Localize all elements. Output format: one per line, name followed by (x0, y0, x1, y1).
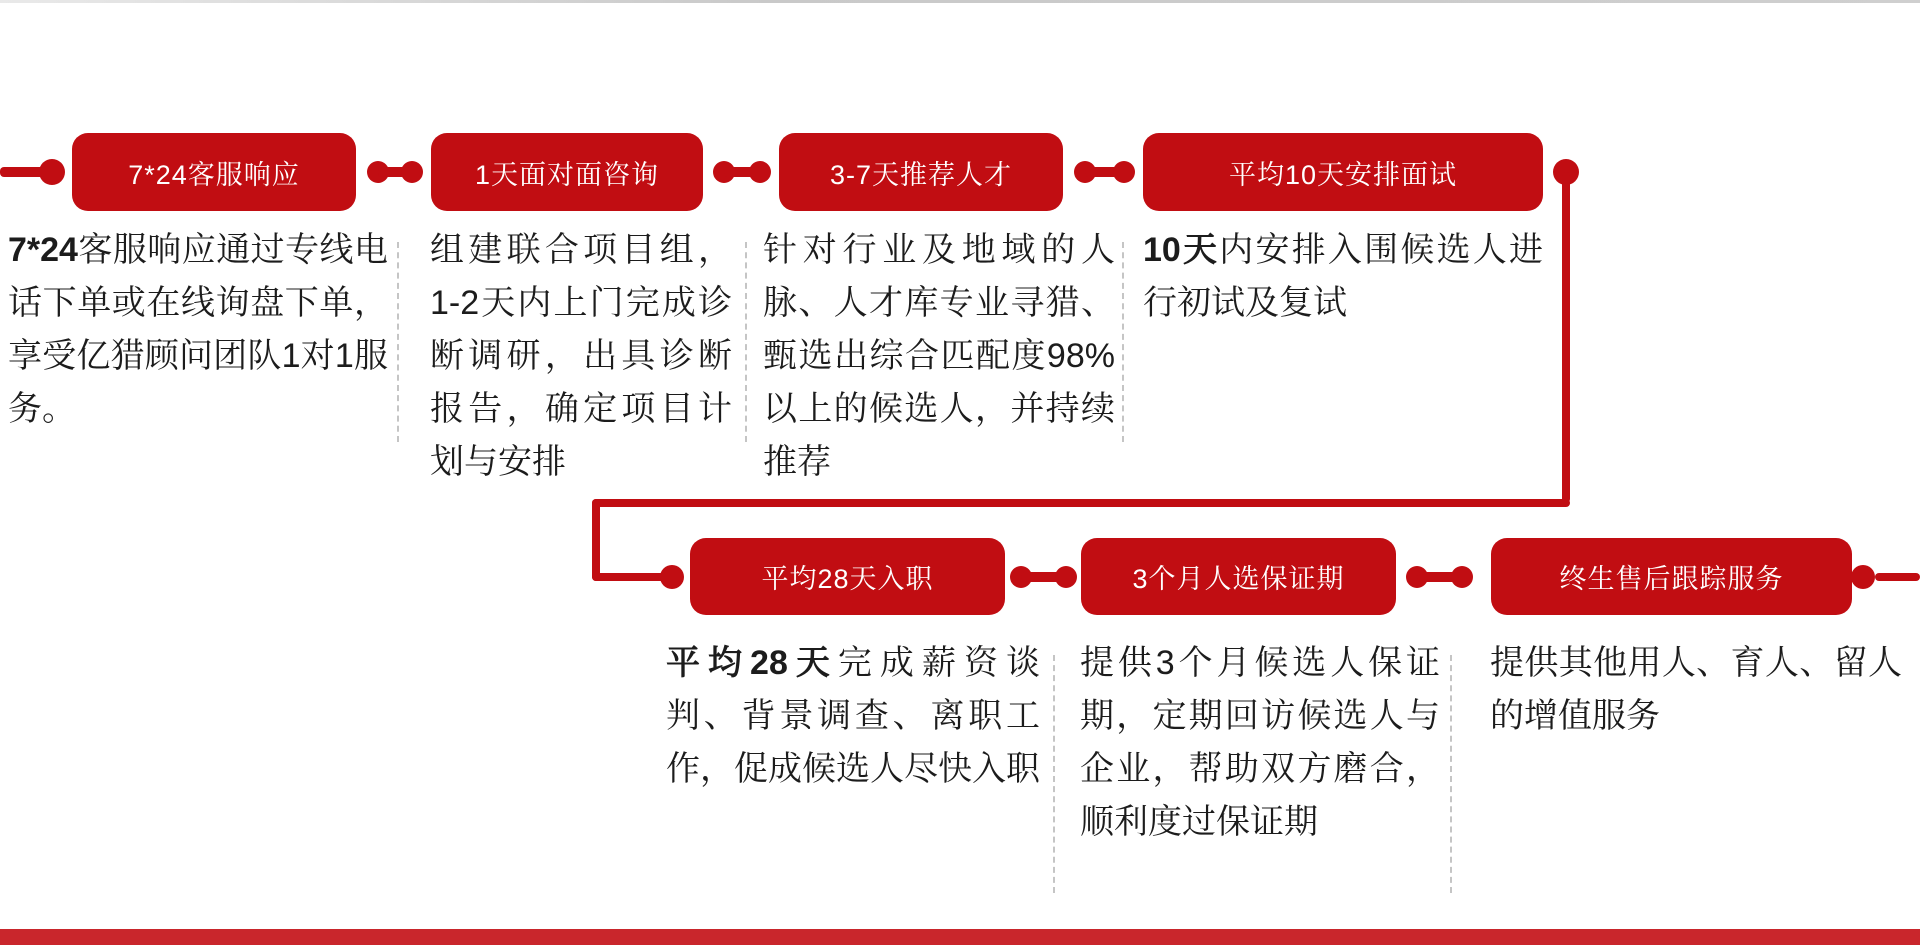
column-divider (1053, 655, 1055, 893)
connector-dot (401, 161, 423, 183)
connector-line (592, 499, 1570, 507)
step-description-4-text: 内安排入围候选人进行初试及复试 (1143, 231, 1544, 322)
bottom-accent-bar (0, 929, 1920, 945)
step-description-7-text: 提供其他用人、育人、留人的增值服务 (1490, 644, 1902, 735)
step-description-1-highlight: 7*24 (8, 231, 78, 269)
step-description-1 (8, 224, 388, 436)
connector-line (1875, 573, 1920, 581)
step-description-6 (1080, 637, 1440, 849)
step-badge-2: 1天面对面咨询 (431, 133, 703, 211)
connector-line (1562, 172, 1570, 503)
step-badge-5: 平均28天入职 (690, 538, 1005, 615)
column-divider (1450, 655, 1452, 893)
step-badge-4: 平均10天安排面试 (1143, 133, 1543, 211)
connector-dot (1113, 161, 1135, 183)
step-description-5 (666, 637, 1040, 796)
step-description-3-text: 针对行业及地域的人脉、人才库专业寻猎、甄选出综合匹配度98%以上的候选人，并持续推荐 (763, 231, 1115, 481)
connector-dot (749, 161, 771, 183)
step-description-1-text: 客服响应通过专线电话下单或在线询盘下单，享受亿猎顾问团队1对1服务。 (8, 231, 388, 428)
connector-line (592, 499, 600, 581)
step-description-4 (1143, 224, 1543, 330)
connector-dot (39, 159, 65, 185)
column-divider (1122, 242, 1124, 442)
connector-dot (1055, 566, 1077, 588)
top-divider-strip (0, 0, 1920, 3)
step-badge-7: 终生售后跟踪服务 (1491, 538, 1852, 615)
connector-dot (660, 565, 684, 589)
step-badge-1: 7*24客服响应 (72, 133, 356, 211)
step-badge-3: 3-7天推荐人才 (779, 133, 1063, 211)
step-description-5-highlight: 平均28天 (666, 644, 838, 682)
connector-dot (1851, 565, 1875, 589)
step-description-7 (1490, 637, 1902, 743)
step-badge-6: 3个月人选保证期 (1081, 538, 1396, 615)
step-description-5-text: 完成薪资谈判、背景调查、离职工作，促成候选人尽快入职 (666, 644, 1040, 788)
step-description-2-text: 组建联合项目组，1-2天内上门完成诊断调研，出具诊断报告，确定项目计划与安排 (430, 231, 732, 481)
connector-dot (1451, 566, 1473, 588)
step-description-3 (763, 224, 1115, 489)
step-description-4-highlight: 10天 (1143, 231, 1220, 269)
step-description-6-text: 提供3个月候选人保证期，定期回访候选人与企业，帮助双方磨合，顺利度过保证期 (1080, 644, 1440, 841)
column-divider (745, 242, 747, 442)
step-description-2 (430, 224, 732, 489)
column-divider (397, 242, 399, 442)
